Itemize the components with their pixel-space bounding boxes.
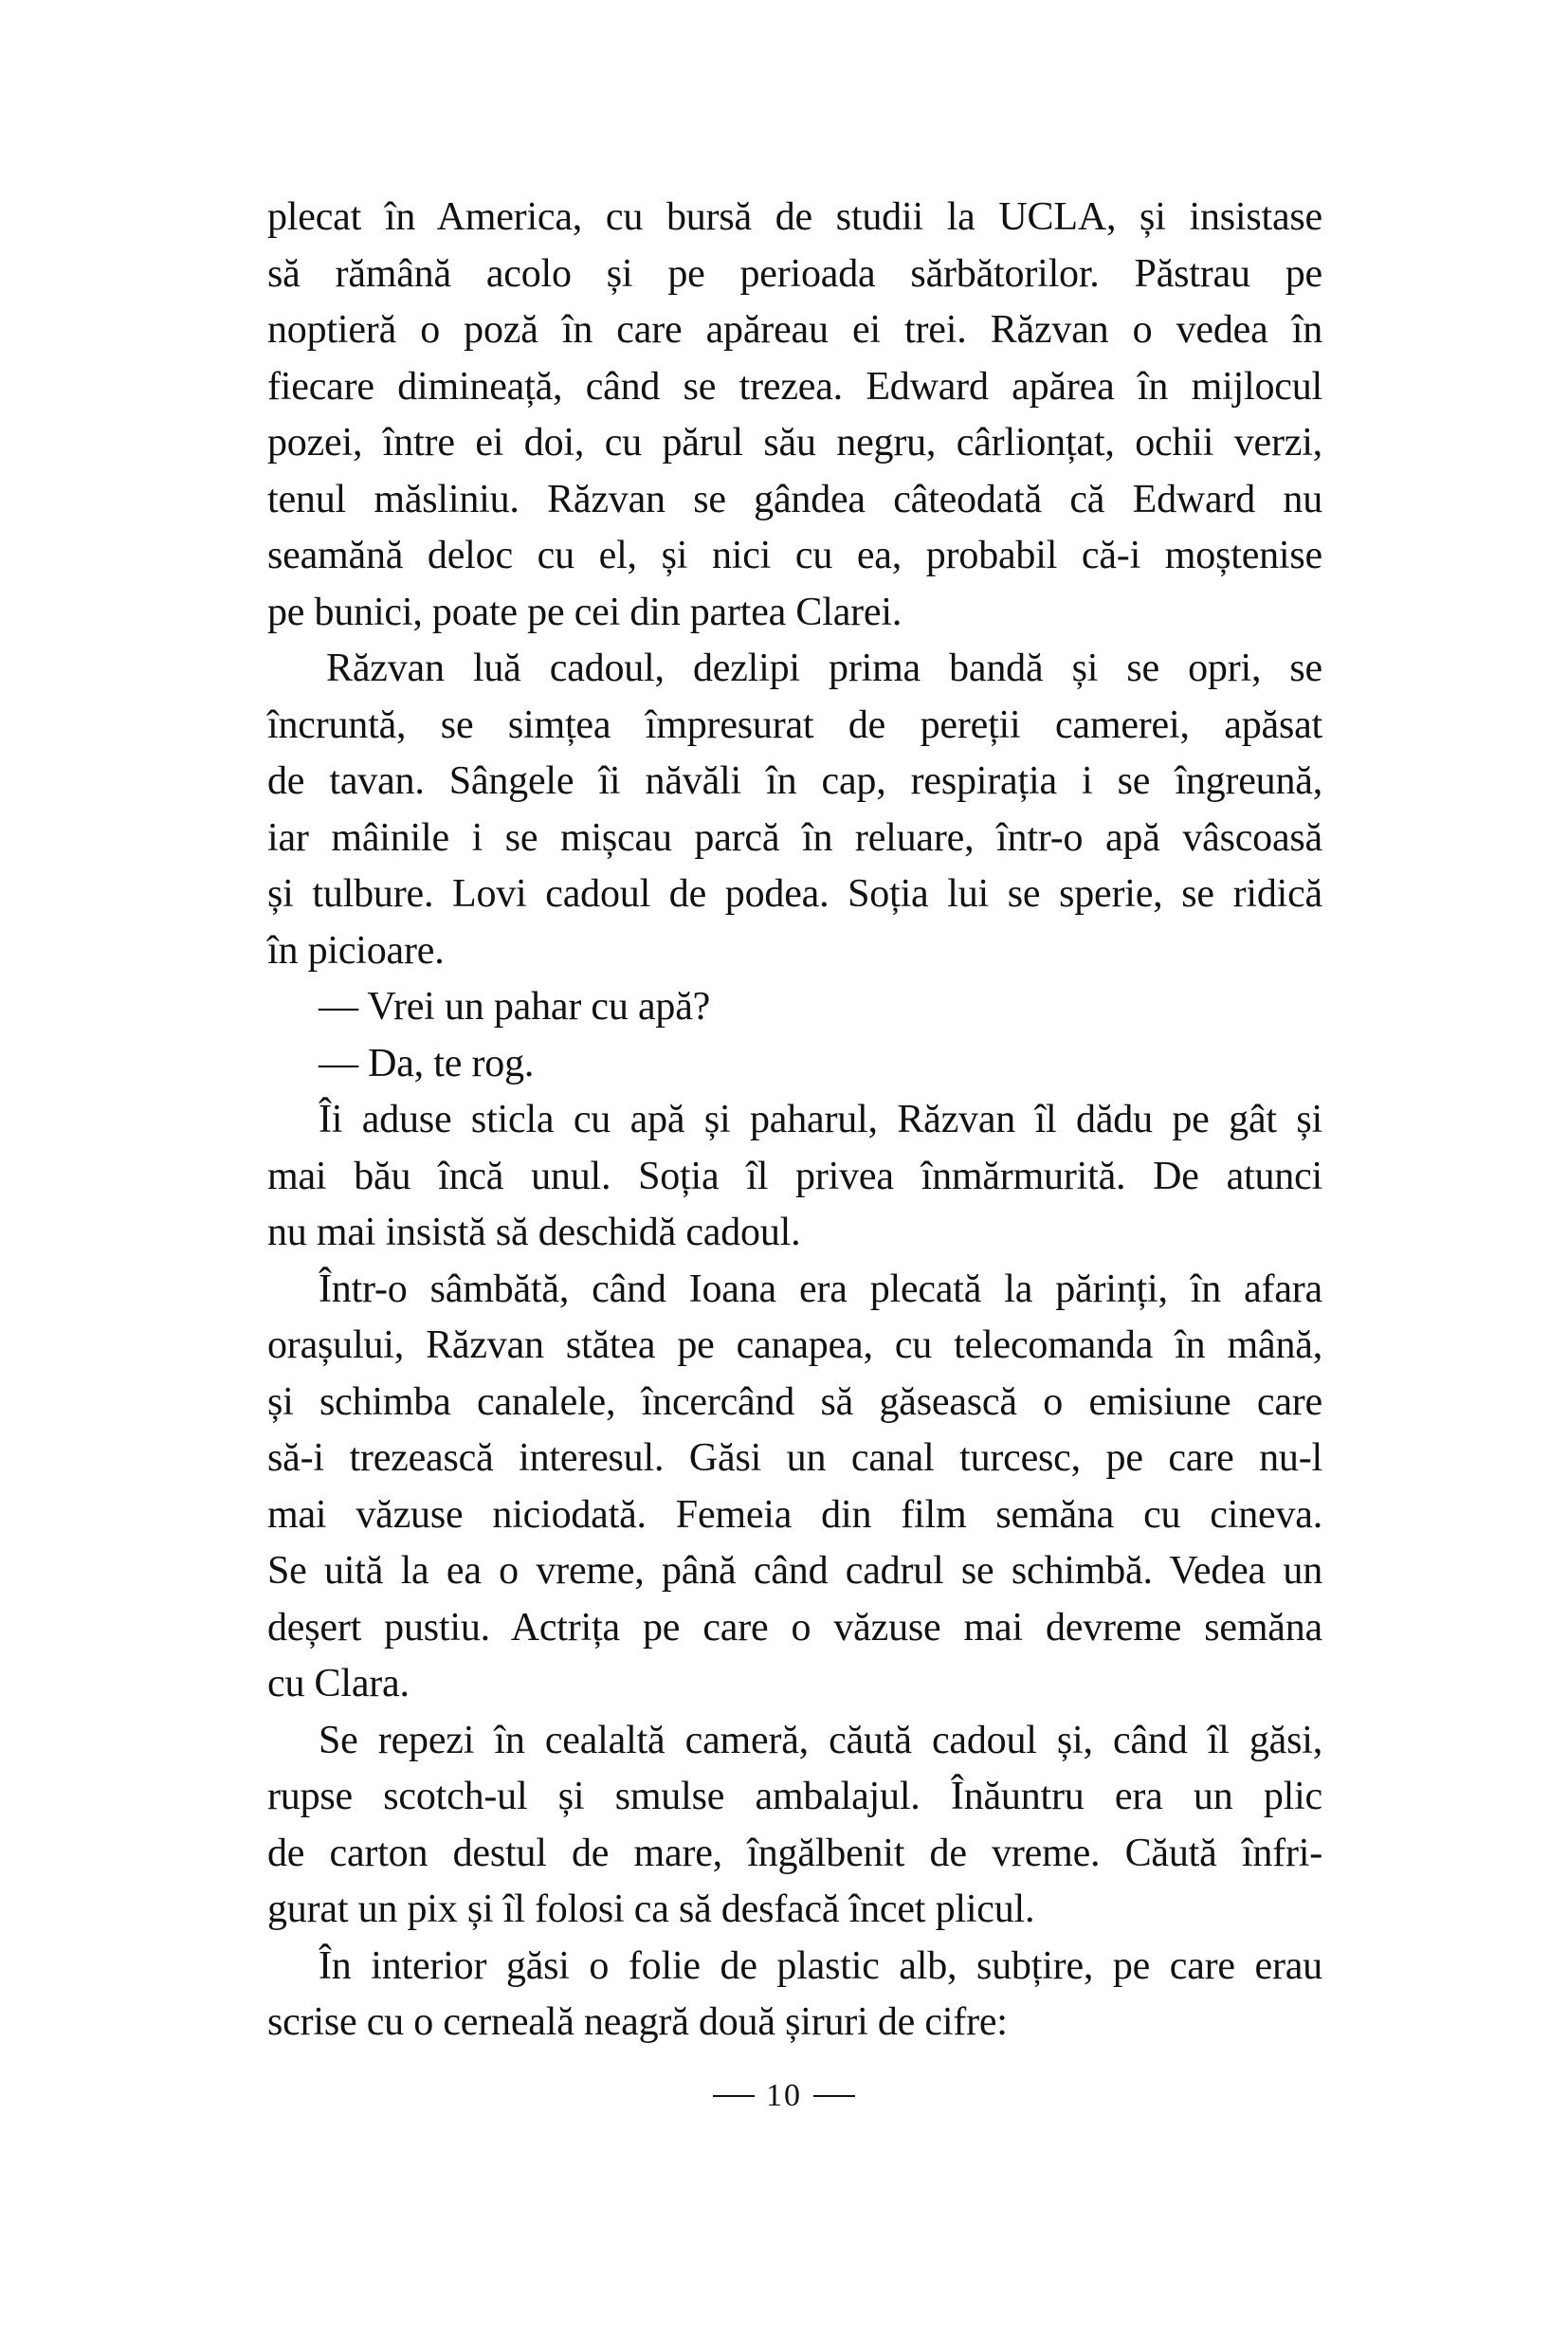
text-line: Răzvan luă cadoul, dezlipi prima bandă și se opri, se [326,647,1322,690]
text-line: de tavan. Sângele îi năvăli în cap, respirația i se îngreună, [267,759,1322,803]
text-line: rupse scotch-ul și smulse ambalajul. Înăuntru era un plic [267,1775,1322,1818]
text-line: tenul măsliniu. Răzvan se gândea câteodată că Edward nu [267,477,1322,521]
paragraph [267,1939,1322,2051]
paragraph [267,1262,1322,1713]
paragraph [267,1092,1322,1262]
text-line: mai bău încă unul. Soția îl privea înmărmurită. De atunci [267,1154,1322,1198]
body-text [267,190,1322,2051]
paragraph [267,190,1322,641]
text-line: scrise cu o cerneală neagră două șiruri de cifre: [267,2000,1008,2044]
text-line: deșert pustiu. Actrița pe care o văzuse mai devreme semăna [267,1605,1322,1650]
text-line: să-i trezească interesul. Găsi un canal turcesc, pe care nu-l [267,1436,1322,1480]
text-line: Se repezi în cealaltă cameră, căută cadoul și, când îl găsi, [319,1718,1322,1762]
text-line: plecat în America, cu bursă de studii la UCLA, și insistase [267,195,1322,239]
paragraph [267,641,1322,979]
text-line: în picioare. [267,928,445,973]
page-number: 10 [766,2078,802,2113]
text-line: încruntă, se simțea împresurat de pereții camerei, apăsat [267,702,1322,747]
text-line: — Da, te rog. [319,1041,535,1085]
text-line: Îi aduse sticla cu apă și paharul, Răzvan îl dădu pe gât și [319,1098,1322,1141]
text-line: În interior găsi o folie de plastic alb, subțire, pe care erau [319,1943,1322,1988]
text-line: și tulbure. Lovi cadoul de podea. Soția lui se sperie, se ridică [267,872,1322,916]
text-line: pozei, între ei doi, cu părul său negru, cârlionțat, ochii verzi, [267,421,1322,465]
text-line: Se uită la ea o vreme, până când cadrul se schimbă. Vedea un [267,1549,1322,1593]
text-line: cu Clara. [267,1662,410,1705]
text-line: să rămână acolo și pe perioada sărbătorilor. Păstrau pe [267,251,1322,296]
text-line: și schimba canalele, încercând să găsească o emisiune care [267,1379,1322,1424]
text-line: iar mâinile i se mișcau parcă în reluare, într-o apă vâscoasă [267,815,1322,860]
text-line: Într-o sâmbătă, când Ioana era plecată la părinți, în afara [319,1267,1322,1311]
text-line: nu mai insistă să deschidă cadoul. [267,1211,801,1254]
text-line: noptieră o poză în care apăreau ei trei. Răzvan o vedea în [267,308,1322,352]
text-line: mai văzuse niciodată. Femeia din film semăna cu cineva. [267,1492,1322,1537]
text-line: — Vrei un pahar cu apă? [319,985,711,1029]
text-line: de carton destul de mare, îngălbenit de vreme. Căută înfri- [267,1831,1322,1875]
paragraph [267,979,1322,1036]
text-line: pe bunici, poate pe cei din partea Clarei. [267,590,903,634]
page-number-footer [0,2078,1568,2114]
text-line: fiecare dimineață, când se trezea. Edward apărea în mijlocul [267,364,1322,409]
left-dash-ornament [713,2095,755,2097]
text-line: seamănă deloc cu el, și nici cu ea, probabil că-i moștenise [267,534,1322,577]
text-line: orașului, Răzvan stătea pe canapea, cu telecomanda în mână, [267,1323,1322,1367]
text-line: gurat un pix și îl folosi ca să desfacă încet plicul. [267,1887,1035,1931]
right-dash-ornament [813,2095,855,2097]
paragraph [267,1713,1322,1939]
paragraph [267,1036,1322,1093]
